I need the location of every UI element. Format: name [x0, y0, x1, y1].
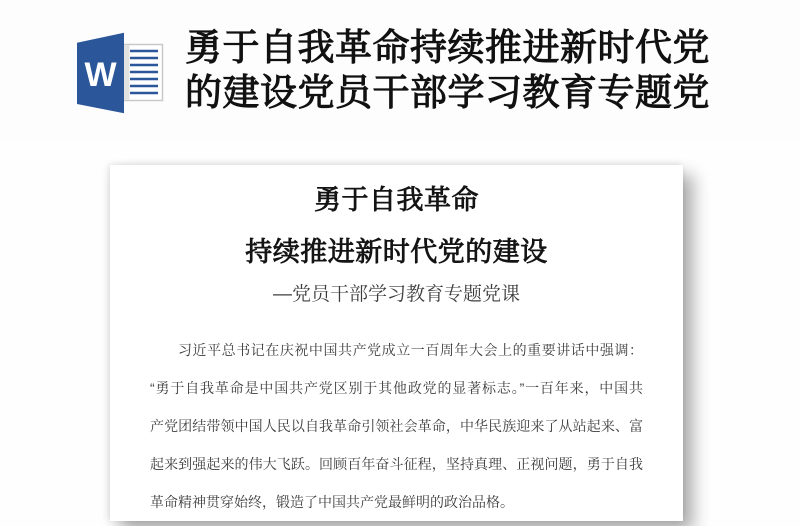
page-header [0, 0, 800, 140]
word-icon-sheet-lines [130, 51, 158, 93]
word-file-icon [77, 30, 170, 114]
page-subtitle: —党员干部学习教育专题党课 [272, 284, 520, 305]
document-preview-page[interactable] [110, 165, 683, 521]
document-preview-content [110, 165, 683, 521]
page-heading-line-1: 勇于自我革命 [314, 185, 479, 215]
page-heading-line-2: 持续推进新时代党的建设 [245, 237, 548, 267]
body-line: 革命精神贯穿始终，锻造了中国共产党最鲜明的政治品格。 [150, 494, 514, 510]
document-title-line-2: 的建设党员干部学习教育专题党 [185, 72, 710, 113]
body-line: 起来到强起来的伟大飞跃。回顾百年奋斗征程，坚持真理、正视问题，勇于自我 [150, 456, 643, 472]
document-title [185, 25, 730, 115]
body-line: 习近平总书记在庆祝中国共产党成立一百周年大会上的重要讲话中强调： [178, 342, 643, 358]
word-icon-letter: W [84, 56, 117, 94]
body-line: “勇于自我革命是中国共产党区别于其他政党的显著标志。”一百年来，中国共 [150, 380, 643, 396]
document-title-line-1: 勇于自我革命持续推进新时代党 [185, 27, 710, 68]
body-line: 产党团结带领中国人民以自我革命引领社会革命，中华民族迎来了从站起来、富 [150, 418, 643, 434]
word-icon-sheet-shadow [124, 46, 130, 100]
page-body-paragraph [110, 331, 683, 521]
